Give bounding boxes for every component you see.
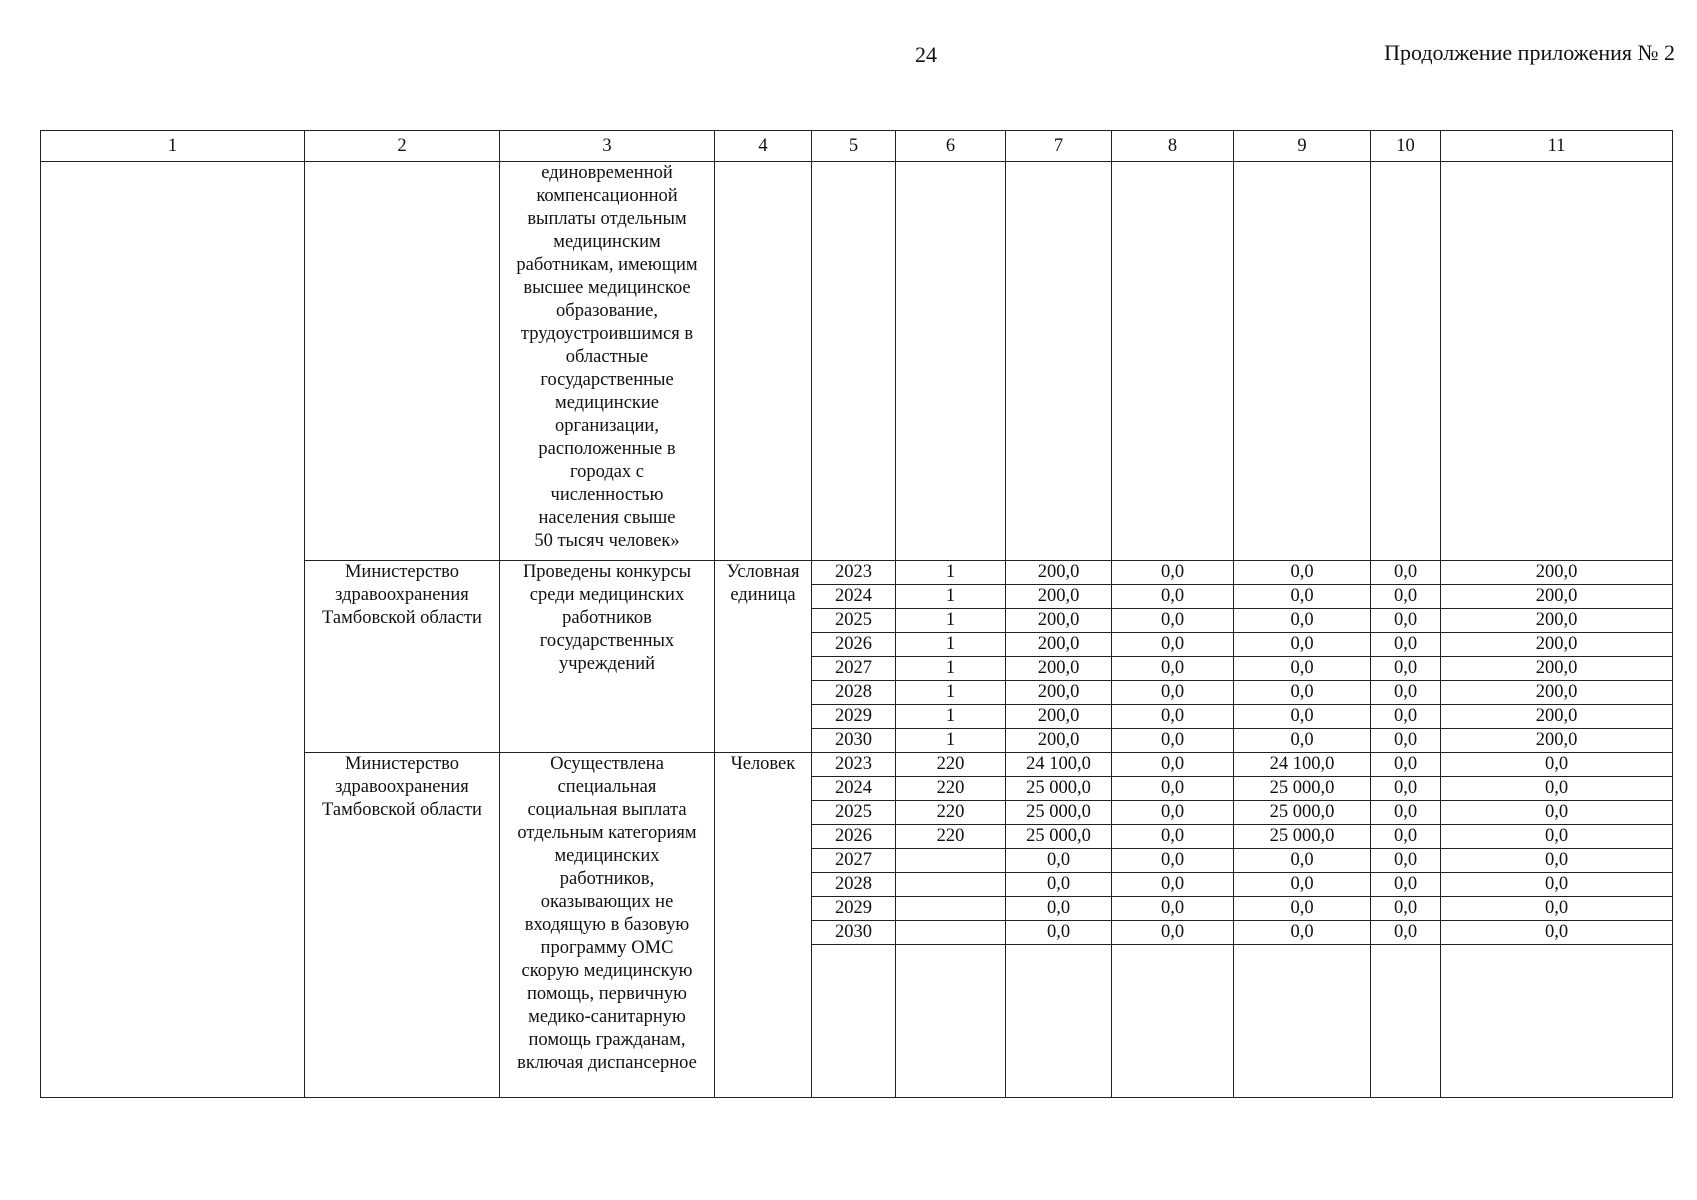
- other-cell: 200,0: [1441, 681, 1673, 705]
- other-cell: 0,0: [1441, 801, 1673, 825]
- local-cell: 0,0: [1371, 873, 1441, 897]
- regional-cell: 0,0: [1234, 633, 1371, 657]
- year-cell: 2028: [812, 873, 896, 897]
- regional-cell: 0,0: [1234, 921, 1371, 945]
- year-cell: 2027: [812, 657, 896, 681]
- continued-description: единовременной компенсационной выплаты отдельным медицинским работникам, имеющим высшее медицинское образование, трудоустроившимся в областные государственные медицинские организации, расположенные в городах с численностью населения свыше 50 тысяч человек»: [500, 162, 715, 561]
- local-cell: 0,0: [1371, 849, 1441, 873]
- other-cell: 0,0: [1441, 873, 1673, 897]
- local-cell: 0,0: [1371, 777, 1441, 801]
- empty-cell: [1112, 945, 1234, 1098]
- indicator-cell: 1: [896, 561, 1006, 585]
- local-cell: 0,0: [1371, 897, 1441, 921]
- other-cell: 200,0: [1441, 729, 1673, 753]
- local-cell: 0,0: [1371, 585, 1441, 609]
- header-row: [41, 131, 1673, 162]
- empty-cell: [1441, 945, 1673, 1098]
- year-cell: 2027: [812, 849, 896, 873]
- year-cell: 2026: [812, 825, 896, 849]
- total-cell: 200,0: [1006, 657, 1112, 681]
- year-cell: 2028: [812, 681, 896, 705]
- indicator-cell: 220: [896, 777, 1006, 801]
- federal-cell: 0,0: [1112, 585, 1234, 609]
- year-cell: 2024: [812, 585, 896, 609]
- federal-cell: 0,0: [1112, 849, 1234, 873]
- other-cell: 0,0: [1441, 849, 1673, 873]
- indicator-cell: [896, 873, 1006, 897]
- total-cell: 200,0: [1006, 705, 1112, 729]
- indicator-cell: 1: [896, 681, 1006, 705]
- other-cell: 200,0: [1441, 585, 1673, 609]
- column-header: 6: [896, 131, 1006, 162]
- total-cell: 200,0: [1006, 561, 1112, 585]
- column-header: 3: [500, 131, 715, 162]
- year-cell: 2030: [812, 729, 896, 753]
- program-table: [40, 130, 1673, 1098]
- local-cell: 0,0: [1371, 609, 1441, 633]
- year-cell: 2030: [812, 921, 896, 945]
- indicator-cell: 1: [896, 633, 1006, 657]
- federal-cell: 0,0: [1112, 801, 1234, 825]
- page-number: 24: [915, 42, 937, 67]
- indicator-cell: 1: [896, 705, 1006, 729]
- federal-cell: 0,0: [1112, 753, 1234, 777]
- unit-cell: Условная единица: [715, 561, 812, 753]
- regional-cell: 0,0: [1234, 705, 1371, 729]
- empty-cell: [1234, 945, 1371, 1098]
- total-cell: 25 000,0: [1006, 801, 1112, 825]
- indicator-cell: 1: [896, 657, 1006, 681]
- other-cell: 0,0: [1441, 921, 1673, 945]
- other-cell: 0,0: [1441, 753, 1673, 777]
- event-description: Проведены конкурсы среди медицинских работников государственных учреждений: [500, 561, 715, 753]
- total-cell: 0,0: [1006, 849, 1112, 873]
- federal-cell: 0,0: [1112, 825, 1234, 849]
- other-cell: 200,0: [1441, 705, 1673, 729]
- column-header: 1: [41, 131, 305, 162]
- indicator-cell: [896, 921, 1006, 945]
- federal-cell: 0,0: [1112, 921, 1234, 945]
- regional-cell: 0,0: [1234, 873, 1371, 897]
- indicator-cell: 1: [896, 609, 1006, 633]
- regional-cell: 0,0: [1234, 561, 1371, 585]
- indicator-cell: 1: [896, 585, 1006, 609]
- empty-cell: [1006, 945, 1112, 1098]
- total-cell: 0,0: [1006, 873, 1112, 897]
- regional-cell: 0,0: [1234, 609, 1371, 633]
- regional-cell: 0,0: [1234, 657, 1371, 681]
- regional-cell: 0,0: [1234, 897, 1371, 921]
- other-cell: 0,0: [1441, 897, 1673, 921]
- total-cell: 24 100,0: [1006, 753, 1112, 777]
- empty-cell: [1006, 162, 1112, 561]
- regional-cell: 24 100,0: [1234, 753, 1371, 777]
- local-cell: 0,0: [1371, 729, 1441, 753]
- total-cell: 0,0: [1006, 897, 1112, 921]
- column-header: 11: [1441, 131, 1673, 162]
- column-header: 4: [715, 131, 812, 162]
- federal-cell: 0,0: [1112, 873, 1234, 897]
- empty-cell: [305, 162, 500, 561]
- local-cell: 0,0: [1371, 705, 1441, 729]
- other-cell: 200,0: [1441, 657, 1673, 681]
- appendix-caption: Продолжение приложения № 2: [1384, 40, 1675, 65]
- year-cell: 2025: [812, 609, 896, 633]
- year-cell: 2023: [812, 753, 896, 777]
- empty-cell: [715, 162, 812, 561]
- regional-cell: 0,0: [1234, 849, 1371, 873]
- empty-cell: [41, 162, 305, 1098]
- indicator-cell: 220: [896, 801, 1006, 825]
- total-cell: 200,0: [1006, 681, 1112, 705]
- local-cell: 0,0: [1371, 561, 1441, 585]
- year-cell: 2029: [812, 705, 896, 729]
- executor-cell: Министерство здравоохранения Тамбовской области: [305, 561, 500, 753]
- empty-cell: [812, 945, 896, 1098]
- local-cell: 0,0: [1371, 825, 1441, 849]
- other-cell: 0,0: [1441, 777, 1673, 801]
- total-cell: 200,0: [1006, 609, 1112, 633]
- empty-cell: [896, 162, 1006, 561]
- regional-cell: 25 000,0: [1234, 825, 1371, 849]
- indicator-cell: [896, 849, 1006, 873]
- total-cell: 0,0: [1006, 921, 1112, 945]
- federal-cell: 0,0: [1112, 705, 1234, 729]
- local-cell: 0,0: [1371, 633, 1441, 657]
- other-cell: 200,0: [1441, 609, 1673, 633]
- other-cell: 200,0: [1441, 561, 1673, 585]
- year-cell: 2026: [812, 633, 896, 657]
- local-cell: 0,0: [1371, 657, 1441, 681]
- empty-cell: [812, 162, 896, 561]
- column-header: 8: [1112, 131, 1234, 162]
- total-cell: 25 000,0: [1006, 825, 1112, 849]
- federal-cell: 0,0: [1112, 681, 1234, 705]
- total-cell: 200,0: [1006, 633, 1112, 657]
- federal-cell: 0,0: [1112, 729, 1234, 753]
- regional-cell: 25 000,0: [1234, 801, 1371, 825]
- local-cell: 0,0: [1371, 753, 1441, 777]
- local-cell: 0,0: [1371, 801, 1441, 825]
- federal-cell: 0,0: [1112, 633, 1234, 657]
- total-cell: 200,0: [1006, 729, 1112, 753]
- empty-cell: [1371, 162, 1441, 561]
- regional-cell: 25 000,0: [1234, 777, 1371, 801]
- total-cell: 200,0: [1006, 585, 1112, 609]
- year-cell: 2029: [812, 897, 896, 921]
- indicator-cell: 220: [896, 753, 1006, 777]
- column-header: 2: [305, 131, 500, 162]
- indicator-cell: 1: [896, 729, 1006, 753]
- regional-cell: 0,0: [1234, 729, 1371, 753]
- empty-cell: [1112, 162, 1234, 561]
- column-header: 7: [1006, 131, 1112, 162]
- other-cell: 200,0: [1441, 633, 1673, 657]
- executor-cell: Министерство здравоохранения Тамбовской области: [305, 753, 500, 1098]
- other-cell: 0,0: [1441, 825, 1673, 849]
- federal-cell: 0,0: [1112, 777, 1234, 801]
- year-cell: 2025: [812, 801, 896, 825]
- continued-row: [41, 162, 1673, 561]
- local-cell: 0,0: [1371, 681, 1441, 705]
- federal-cell: 0,0: [1112, 657, 1234, 681]
- column-header: 5: [812, 131, 896, 162]
- indicator-cell: [896, 897, 1006, 921]
- total-cell: 25 000,0: [1006, 777, 1112, 801]
- unit-cell: Человек: [715, 753, 812, 1098]
- empty-cell: [1371, 945, 1441, 1098]
- indicator-cell: 220: [896, 825, 1006, 849]
- empty-cell: [1441, 162, 1673, 561]
- regional-cell: 0,0: [1234, 585, 1371, 609]
- year-cell: 2024: [812, 777, 896, 801]
- local-cell: 0,0: [1371, 921, 1441, 945]
- federal-cell: 0,0: [1112, 609, 1234, 633]
- empty-cell: [1234, 162, 1371, 561]
- federal-cell: 0,0: [1112, 561, 1234, 585]
- column-header: 9: [1234, 131, 1371, 162]
- empty-cell: [896, 945, 1006, 1098]
- year-cell: 2023: [812, 561, 896, 585]
- column-header: 10: [1371, 131, 1441, 162]
- event-description: Осуществлена специальная социальная выплата отдельным категориям медицинских работников, оказывающих не входящую в базовую программу ОМС скорую медицинскую помощь, первичную медико-санитарную помощь гражданам, включая диспансерное: [500, 753, 715, 1098]
- regional-cell: 0,0: [1234, 681, 1371, 705]
- federal-cell: 0,0: [1112, 897, 1234, 921]
